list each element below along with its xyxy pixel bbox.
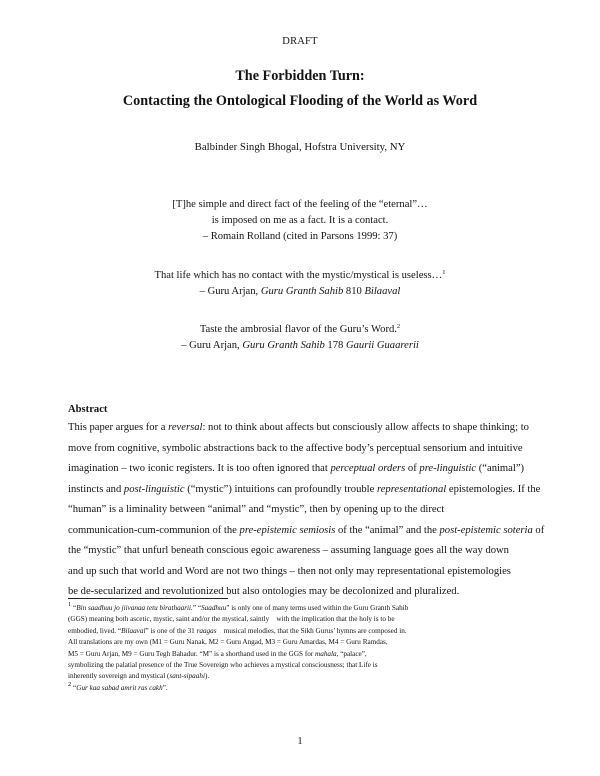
paper-title-line-2: Contacting the Ontological Flooding of the World as Word (122, 93, 478, 109)
epigraph-line: That life which has no contact with the mystic/mystical is useless…$^1$ (154, 269, 446, 281)
abstract-line: move from cognitive, symbolic abstractions back to the affective body’s perceptual sensorium and intuitive (68, 442, 523, 454)
epigraph-line: [T]he simple and direct fact of the feeling of the “eternal”… (172, 199, 428, 210)
footnote-1-line: M5 = Guru Arjan, M9 = Guru Tegh Bahadur. “M” is a shorthand used in the GGS for mahala, “palace”, (68, 649, 367, 658)
abstract-paragraph (68, 418, 545, 603)
author-affiliation: Balbinder Singh Bhogal, Hofstra University, NY (194, 141, 406, 153)
epigraph-attribution: – Guru Arjan, Guru Granth Sahib 178 Gaurii Guaarerii (181, 340, 419, 351)
paper-title-line-1: The Forbidden Turn: (235, 68, 365, 84)
epigraph-attribution: – Guru Arjan, Guru Granth Sahib 810 Bilaaval (199, 286, 401, 297)
footnote-1-line: $^1$ “Bin saadhuu jo jiivanaa tetu birathaarii.” “Saadhuu” is only one of many terms used within the Guru Granth Sahib (68, 601, 409, 612)
abstract-line: This paper argues for a reversal: not to think about affects but consciously allow affects to shape thinking; to (68, 422, 529, 433)
footnote-mark: 1 (68, 601, 72, 608)
footnote-separator (68, 598, 228, 599)
abstract-line: communication-cum-communion of the pre-epistemic semiosis of the “animal” and the post-epistemic soteria of (68, 524, 545, 536)
footnote-ref[interactable]: 2 (396, 323, 401, 330)
footnote-1-line: embodied, lived. “Bilaaval” is one of the 31 raagas musical melodies, that the Sikh Gurus’ hymns are composed in. (68, 626, 407, 635)
epigraph-arjan-2 (0, 322, 600, 354)
abstract-line: imagination – two iconic registers. It is too often ignored that perceptual orders of pre-linguistic (“animal”) (68, 463, 525, 474)
epigraph-line: is imposed on me as a fact. It is a contact. (211, 215, 389, 226)
footnote-1-line: symbolizing the palatial presence of the True Sovereign who achieves a mystical consciousness; that Life is (68, 661, 378, 670)
epigraph-line: Taste the ambrosial flavor of the Guru’s Word.$^2$ (199, 323, 401, 335)
abstract-heading: Abstract (68, 404, 108, 415)
epigraph-rolland (0, 197, 600, 245)
epigraph-attribution: – Romain Rolland (cited in Parsons 1999: 37) (202, 231, 398, 242)
epigraph-arjan-1 (0, 268, 600, 300)
footnote-mark: 2 (68, 680, 72, 688)
abstract-line: instincts and post-linguistic (“mystic”) intuitions can profoundly trouble representational epistemologies. If the (68, 483, 541, 495)
abstract-line: be de-secularized and revolutionized but also ontologies may be decolonized and pluralized. (68, 586, 460, 597)
footnote-1-line: (GGS) meaning both ascetic, mystic, saint and/or the mystical, saintly with the implication that the holy is to be (68, 615, 395, 624)
abstract-line: and up such that world and Word are not two things – then not only may representational epistemologies (68, 565, 511, 577)
footnote-ref[interactable]: 1 (442, 269, 446, 276)
footnote-1-line: inherently sovereign and mystical (sant-sipaahi). (68, 672, 210, 681)
page-number: 1 (297, 736, 303, 747)
abstract-line: the “mystic” that unfurl beneath conscious egoic awareness – assuming language goes all the way down (68, 545, 509, 556)
footnotes (68, 603, 538, 694)
abstract-line: “human” is a liminality between “animal” and “mystic”, then by opening up to the direct (68, 504, 445, 515)
footnote-2-line: $^2$ “Gur kaa sabad amrit ras cakh”. (68, 680, 168, 692)
footnote-1-line: All translations are my own (M1 = Guru Nanak, M2 = Guru Angad, M3 = Guru Amardas, M4 = Guru Ramdas, (68, 638, 388, 647)
draft-header: DRAFT (282, 36, 318, 47)
